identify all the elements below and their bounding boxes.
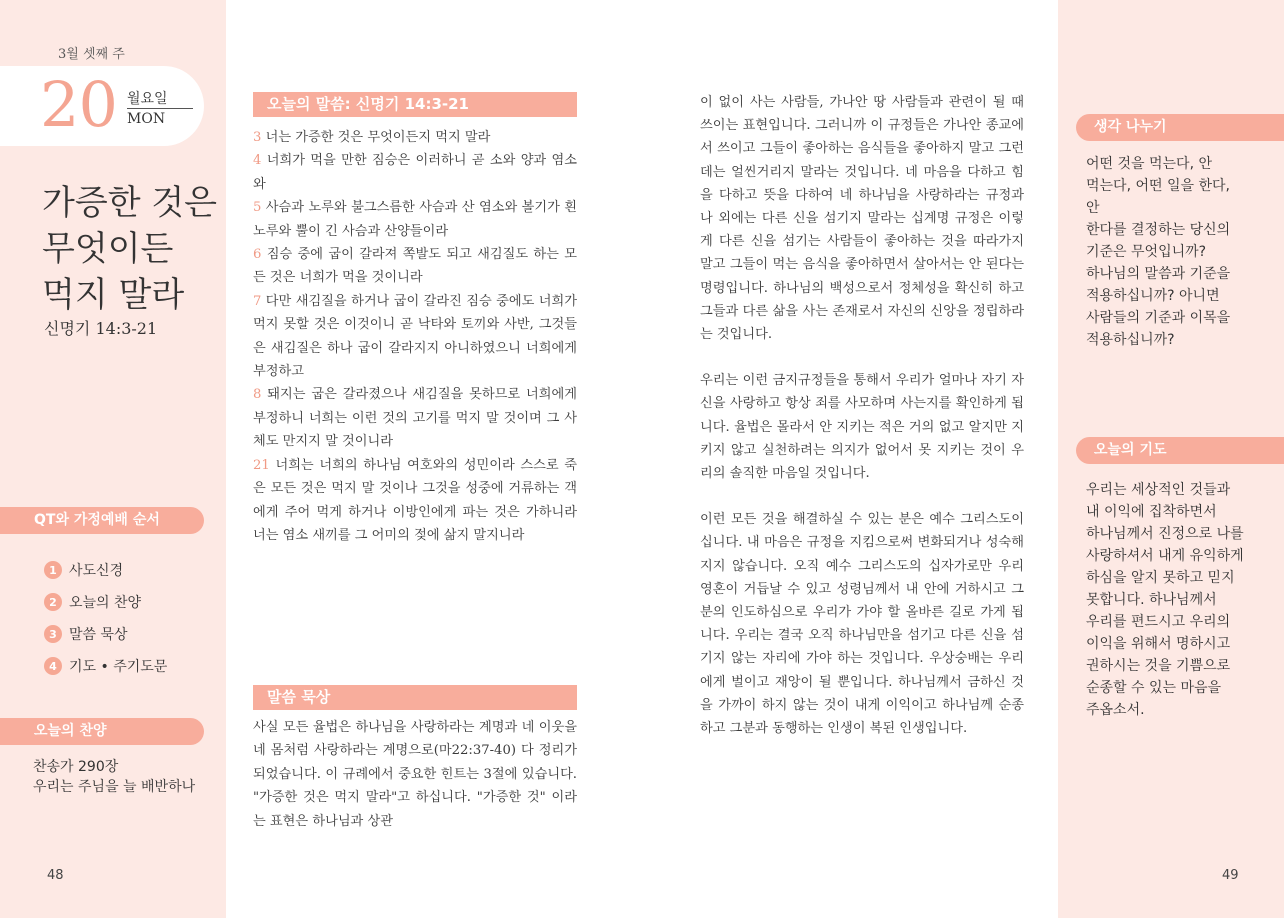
text-line: 적용하십니까?: [1086, 332, 1175, 348]
meditation-paragraph: 이런 모든 것을 해결하실 수 있는 분은 예수 그리스도이십니다. 내 마음은 규정을 지킴으로써 변화되거나 성숙해지지 않습니다. 오직 예수 그리스도의 십자가로만 우리 영혼이 거듭날 수 있고 성령님께서 내 안에 거하시고 그분의 인도하심으로 우리가 가야 할 올바른 길로 가게 됩니다. 우리는 결국 오직 하나님만을 섬기고 다른 신을 섬기지 않는 자리에 가야 하는 것입니다. 우상숭배는 우리에게 벌이고 재앙이 될 뿐입니다. 하나님께서 금하신 것을 가까이 하지 않는 것이 내게 이익이고 하나님께 순종하고 그분과 동행하는 인생이 복된 인생입니다.: [700, 512, 1024, 737]
text-line: 먹는다, 어떤 일을 한다, 안: [1086, 178, 1230, 216]
verse-text: 너는 가증한 것은 무엇이든지 먹지 말라: [261, 130, 491, 145]
verse: [253, 290, 577, 384]
devotion-title: [42, 180, 222, 318]
verse-number: 5: [253, 200, 262, 216]
page-number-left: 48: [47, 868, 64, 883]
hymn-line: 찬송가 290장: [33, 759, 119, 775]
hymn-heading: 오늘의 찬양: [0, 718, 204, 745]
text-line: 내 이익에 집착하면서: [1086, 504, 1217, 520]
hymn-line: 우리는 주님을 늘 배반하나: [33, 779, 196, 795]
text-line: 우리를 편드시고 우리의: [1086, 614, 1231, 630]
title-line: 먹지 말라: [42, 275, 185, 315]
share-text: [1086, 153, 1246, 351]
scripture-heading: 오늘의 말씀: 신명기 14:3-21: [253, 92, 577, 117]
verse-text: 다만 새김질을 하거나 굽이 갈라진 짐승 중에도 너희가 먹지 못할 것은 이것이니 곧 낙타와 토끼와 사반, 그것들은 새김질은 하나 굽이 갈라지지 아니하였으니 너희에게 부정하고: [253, 293, 577, 380]
verse-number: 21: [253, 457, 270, 473]
meditation-continued: [700, 91, 1024, 763]
verse-text: 사슴과 노루와 불그스름한 사슴과 산 염소와 볼기가 흰 노루와 뿔이 긴 사슴과 산양들이라: [253, 200, 577, 239]
text-line: 한다를 결정하는 당신의: [1086, 222, 1231, 238]
verse-number: 6: [253, 247, 262, 263]
text-line: 하나님께서 진정으로 나를: [1086, 526, 1244, 542]
text-line: 적용하십니까? 아니면: [1086, 288, 1220, 304]
day-english: MON: [127, 111, 166, 127]
day-korean: 월요일: [127, 91, 168, 107]
text-line: 기준은 무엇입니까?: [1086, 244, 1207, 260]
text-line: 하나님의 말씀과 기준을: [1086, 266, 1231, 282]
scripture-reference: 신명기 14:3-21: [44, 319, 158, 338]
text-line: 못합니다. 하나님께서: [1086, 592, 1217, 608]
verse-number: 7: [253, 293, 262, 309]
verse-number: 3: [253, 130, 262, 145]
step-number: 3: [44, 625, 62, 643]
text-line: 우리는 세상적인 것들과: [1086, 482, 1231, 498]
meditation-paragraph: 우리는 이런 금지규정들을 통해서 우리가 얼마나 자기 자신을 사랑하고 항상 죄를 사모하며 사는지를 확인하게 됩니다. 율법은 몰라서 안 지키는 적은 거의 없고 알지만 지키지 않고 실천하려는 의지가 없어서 못 지키는 것이 우리의 솔직한 마음일 것입니다.: [700, 373, 1024, 482]
verse-text: 돼지는 굽은 갈라졌으나 새김질을 못하므로 너희에게 부정하니 너희는 이런 것의 고기를 먹지 말 것이며 그 사체도 만지지 말 것이니라: [253, 387, 577, 450]
list-item: [44, 650, 167, 682]
step-label: 사도신경: [69, 563, 124, 579]
prayer-text: [1086, 479, 1246, 721]
text-line: 사람들의 기준과 이목을: [1086, 310, 1231, 326]
step-label: 말씀 묵상: [69, 627, 128, 643]
verse: [253, 149, 577, 196]
hymn-text: [33, 757, 195, 797]
title-line: 가증한 것은: [42, 183, 218, 223]
verse-number: 8: [253, 387, 262, 403]
verse: [253, 196, 577, 243]
verse-text: 너희가 먹을 만한 짐승은 이러하니 곧 소와 양과 염소와: [253, 153, 577, 192]
text-line: 주옵소서.: [1086, 702, 1145, 718]
text-line: 권하시는 것을 기쁨으로: [1086, 658, 1231, 674]
step-number: 1: [44, 561, 62, 579]
meditation-heading: 말씀 묵상: [253, 685, 577, 710]
text-line: 사랑하셔서 내게 유익하게: [1086, 548, 1244, 564]
order-list: [44, 554, 167, 682]
text-line: 하심을 알지 못하고 믿지: [1086, 570, 1235, 586]
text-line: 순종할 수 있는 마음을: [1086, 680, 1222, 696]
step-number: 4: [44, 657, 62, 675]
verse: [253, 454, 577, 548]
week-label: 3월 셋째 주: [58, 47, 125, 62]
verse-text: 짐승 중에 굽이 갈라져 쪽발도 되고 새김질도 하는 모든 것은 너희가 먹을 것이니라: [253, 247, 577, 286]
step-number: 2: [44, 593, 62, 611]
date-divider: [127, 108, 193, 109]
meditation-intro: 사실 모든 율법은 하나님을 사랑하라는 계명과 네 이웃을 네 몸처럼 사랑하라는 계명으로(마22:37-40) 다 정리가 되었습니다. 이 규례에서 중요한 힌트는 3절에 있습니다. "가증한 것은 먹지 말라"고 하십니다. "가증한 것" 이라는 표현은 하나님과 상관: [253, 720, 577, 829]
verse-number: 4: [253, 153, 262, 169]
verse: [253, 243, 577, 290]
text-line: 이익을 위해서 명하시고: [1086, 636, 1231, 652]
prayer-heading: 오늘의 기도: [1076, 437, 1284, 464]
verse: [253, 126, 577, 149]
date-number: 20: [40, 68, 117, 141]
meditation-paragraph: 이 없이 사는 사람들, 가나안 땅 사람들과 관련이 될 때 쓰이는 표현입니다. 그러니까 이 규정들은 가나안 종교에서 쓰이고 그들이 좋아하는 음식들을 좋아하지 말고 그런 데는 얼씬거리지 말라는 것입니다. 네 마음을 다하고 힘을 다하고 뜻을 다하여 네 하나님을 사랑하라는 규정과 나 외에는 다른 신을 섬기지 말라는 십계명 규정은 이렇게 다른 신을 섬기는 사람들이 좋아하는 것을 따라가지 말고 그들이 먹는 음식을 좋아하면서 살아서는 안 된다는 명령입니다. 하나님의 백성으로서 정체성을 확신히 하고 그들과 다른 삶을 사는 존재로서 자신의 신앙을 정립하라는 것입니다.: [700, 95, 1024, 343]
step-label: 기도 • 주기도문: [69, 659, 168, 675]
verse-text: 너희는 너희의 하나님 여호와의 성민이라 스스로 죽은 모든 것은 먹지 말 것이나 그것을 성중에 거류하는 객에게 주어 먹게 하거나 이방인에게 파는 것은 가하니라 너는 염소 새끼를 그 어미의 젖에 삶지 말지니라: [253, 457, 577, 543]
text-line: 어떤 것을 먹는다, 안: [1086, 156, 1212, 172]
title-line: 무엇이든: [42, 229, 174, 269]
order-heading: QT와 가정예배 순서: [0, 507, 204, 534]
list-item: [44, 554, 167, 586]
page-number-right: 49: [1222, 868, 1239, 883]
list-item: [44, 618, 167, 650]
scripture-text: [253, 126, 577, 547]
step-label: 오늘의 찬양: [69, 595, 142, 611]
list-item: [44, 586, 167, 618]
verse: [253, 383, 577, 453]
share-heading: 생각 나누기: [1076, 114, 1284, 141]
